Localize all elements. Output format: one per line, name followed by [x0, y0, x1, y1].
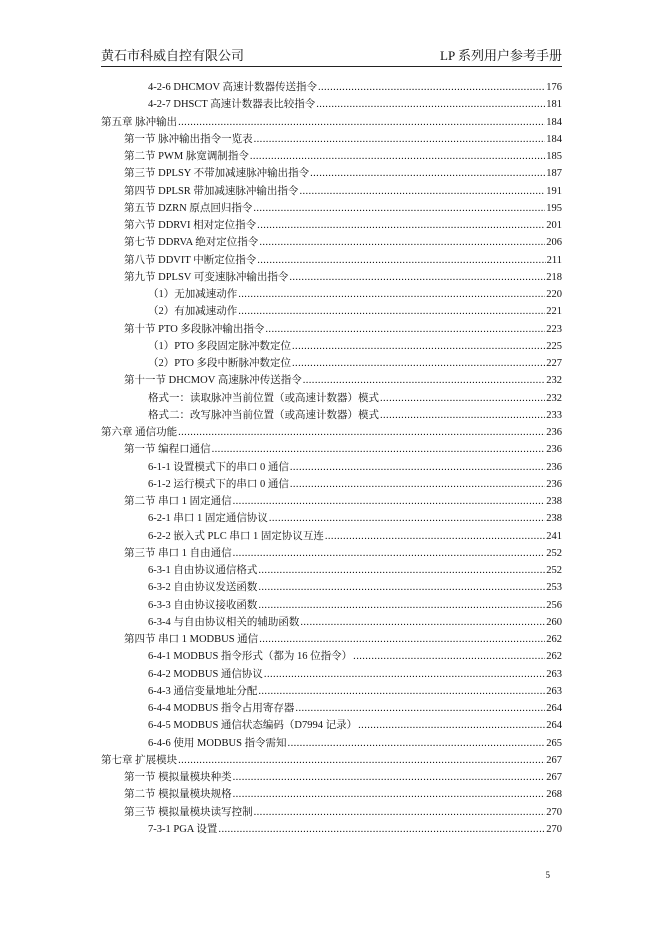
- toc-entry-page: 218: [546, 271, 562, 283]
- manual-title: LP 系列用户参考手册: [440, 48, 562, 63]
- toc-leader-dots: [257, 217, 545, 234]
- toc-entry-page: 262: [546, 651, 562, 663]
- toc-entry-page: 236: [546, 478, 562, 490]
- toc-entry-title: 6-1-1 设置模式下的串口 0 通信: [148, 461, 289, 473]
- toc-entry[interactable]: [124, 804, 562, 821]
- toc-entry[interactable]: [101, 114, 562, 131]
- toc-entry-title: 4-2-6 DHCMOV 高速计数器传送指令: [148, 82, 317, 93]
- toc-leader-dots: [325, 528, 545, 545]
- toc-entry-title: 6-3-1 自由协议通信格式: [148, 565, 258, 576]
- toc-leader-dots: [254, 131, 546, 148]
- toc-entry-title: 第六节 DDRVI 相对定位指令: [124, 220, 257, 231]
- toc-leader-dots: [178, 752, 545, 769]
- toc-entry-page: 227: [546, 358, 562, 369]
- toc-entry[interactable]: [148, 717, 562, 734]
- toc-entry[interactable]: [148, 96, 562, 113]
- toc-leader-dots: [318, 79, 545, 96]
- toc-leader-dots: [259, 234, 545, 251]
- toc-entry[interactable]: [124, 786, 562, 803]
- toc-leader-dots: [254, 804, 546, 821]
- toc-entry-page: 256: [546, 599, 562, 611]
- toc-entry-title: 6-1-2 运行模式下的串口 0 通信: [148, 478, 289, 490]
- toc-entry[interactable]: [124, 631, 562, 648]
- toc-entry-page: 233: [546, 409, 562, 421]
- toc-entry-page: 267: [546, 754, 562, 766]
- toc-entry-title: 6-2-2 嵌入式 PLC 串口 1 固定协议互连: [148, 530, 324, 542]
- toc-entry[interactable]: [124, 252, 562, 269]
- toc-entry-page: 211: [546, 254, 562, 266]
- toc-entry-page: 260: [546, 616, 562, 628]
- toc-entry-title: （2）PTO 多段中断脉冲数定位: [148, 358, 292, 369]
- toc-entry[interactable]: [148, 407, 562, 424]
- toc-entry-title: 第十节 PTO 多段脉冲输出指令: [124, 323, 265, 335]
- toc-entry-page: 191: [546, 185, 562, 197]
- toc-entry-page: 220: [546, 289, 562, 300]
- toc-entry[interactable]: [148, 735, 562, 752]
- toc-entry-title: 6-4-5 MODBUS 通信状态编码（D7994 记录）: [148, 720, 358, 732]
- toc-leader-dots: [178, 114, 545, 131]
- toc-entry-page: 268: [546, 789, 562, 801]
- toc-leader-dots: [233, 769, 546, 786]
- toc-entry[interactable]: [124, 200, 562, 217]
- toc-entry-page: 264: [546, 703, 562, 714]
- toc-leader-dots: [238, 303, 545, 320]
- toc-entry-title: 第二节 PWM 脉宽调制指令: [124, 151, 249, 162]
- toc-entry[interactable]: [124, 321, 562, 338]
- toc-leader-dots: [295, 700, 545, 717]
- toc-entry-title: 6-4-3 通信变量地址分配: [148, 685, 258, 697]
- toc-entry-page: 181: [546, 99, 562, 111]
- toc-leader-dots: [292, 338, 545, 355]
- toc-entry-title: 第四节 串口 1 MODBUS 通信: [124, 634, 259, 645]
- toc-entry-title: 4-2-7 DHSCT 高速计数器表比较指令: [148, 99, 316, 111]
- toc-entry-title: 第十一节 DHCMOV 高速脉冲传送指令: [124, 375, 302, 387]
- toc-entry-page: 263: [546, 685, 562, 697]
- toc-entry-page: 236: [546, 444, 562, 456]
- toc-entry[interactable]: [148, 648, 562, 665]
- toc-entry-page: 236: [546, 461, 562, 473]
- toc-entry[interactable]: [148, 528, 562, 545]
- toc-entry-page: 263: [546, 668, 562, 680]
- toc-leader-dots: [258, 597, 545, 614]
- toc-entry[interactable]: [148, 597, 562, 614]
- toc-entry[interactable]: [148, 459, 562, 476]
- toc-entry[interactable]: [124, 148, 562, 165]
- toc-entry-title: 格式二：改写脉冲当前位置（或高速计数器）模式: [148, 409, 379, 421]
- toc-entry-page: 265: [546, 737, 562, 749]
- toc-entry-title: 第三节 DPLSY 不带加减速脉冲输出指令: [124, 168, 310, 180]
- toc-leader-dots: [258, 562, 545, 579]
- toc-entry-title: 6-4-4 MODBUS 指令占用寄存器: [148, 703, 295, 714]
- toc-leader-dots: [290, 476, 545, 493]
- toc-entry-page: 187: [546, 168, 562, 180]
- toc-entry-page: 262: [546, 634, 562, 645]
- toc-entry[interactable]: [148, 390, 562, 407]
- toc-entry-page: 241: [546, 530, 562, 542]
- toc-entry[interactable]: [124, 165, 562, 182]
- toc-entry-page: 206: [546, 237, 562, 249]
- toc-entry-title: 第五节 DZRN 原点回归指令: [124, 202, 253, 214]
- toc-entry-page: 221: [546, 306, 562, 318]
- toc-entry-page: 252: [546, 547, 562, 559]
- toc-entry-title: 第七节 DDRVA 绝对定位指令: [124, 237, 259, 249]
- toc-leader-dots: [288, 735, 546, 752]
- toc-leader-dots: [303, 372, 546, 389]
- toc-entry-title: 第二节 模拟量模块规格: [124, 789, 232, 801]
- toc-entry[interactable]: [148, 510, 562, 527]
- toc-leader-dots: [316, 96, 545, 113]
- toc-leader-dots: [380, 407, 545, 424]
- toc-entry-title: 6-4-2 MODBUS 通信协议: [148, 668, 263, 680]
- toc-entry-title: 6-2-1 串口 1 固定通信协议: [148, 513, 268, 525]
- toc-leader-dots: [218, 821, 545, 838]
- toc-entry[interactable]: [124, 545, 562, 562]
- toc-entry-title: 第九节 DPLSV 可变速脉冲输出指令: [124, 271, 289, 283]
- toc-entry-title: 格式一：读取脉冲当前位置（或高速计数器）模式: [148, 392, 379, 404]
- toc-entry[interactable]: [124, 769, 562, 786]
- toc-entry-page: 185: [546, 151, 562, 162]
- toc-entry-title: 第二节 串口 1 固定通信: [124, 496, 232, 507]
- running-header: [101, 45, 562, 65]
- toc-leader-dots: [264, 666, 545, 683]
- toc-entry[interactable]: [148, 614, 562, 631]
- toc-entry-page: 201: [546, 220, 562, 231]
- toc-entry[interactable]: [148, 303, 562, 320]
- toc-entry-page: 252: [546, 565, 562, 576]
- toc-entry-page: 236: [546, 427, 562, 438]
- page-number: 5: [545, 870, 550, 880]
- toc-entry[interactable]: [124, 269, 562, 286]
- toc-entry-page: 253: [546, 582, 562, 594]
- company-name: 黄石市科威自控有限公司: [101, 48, 245, 63]
- toc-leader-dots: [265, 321, 545, 338]
- toc-leader-dots: [238, 286, 545, 303]
- toc-leader-dots: [269, 510, 545, 527]
- toc-entry[interactable]: [124, 131, 562, 148]
- toc-entry-title: 第一节 脉冲输出指令一览表: [124, 133, 253, 145]
- toc-entry[interactable]: [148, 338, 562, 355]
- toc-entry-page: 270: [546, 806, 562, 818]
- toc-entry-title: 第四节 DPLSR 带加减速脉冲输出指令: [124, 185, 299, 197]
- toc-entry-title: 7-3-1 PGA 设置: [148, 823, 218, 835]
- toc-leader-dots: [300, 614, 545, 631]
- toc-entry-page: 270: [546, 823, 562, 835]
- toc-entry-page: 267: [546, 772, 562, 783]
- toc-leader-dots: [178, 424, 545, 441]
- toc-entry[interactable]: [148, 355, 562, 372]
- toc-entry[interactable]: [148, 579, 562, 596]
- toc-entry[interactable]: [148, 562, 562, 579]
- toc-entry-page: 232: [546, 375, 562, 387]
- toc-entry-title: 第八节 DDVIT 中断定位指令: [124, 254, 257, 266]
- toc-entry-title: 第一节 模拟量模块种类: [124, 772, 232, 783]
- toc-entry-page: 238: [546, 513, 562, 525]
- toc-leader-dots: [353, 648, 545, 665]
- toc-leader-dots: [258, 683, 545, 700]
- toc-entry-title: （1）PTO 多段固定脉冲数定位: [148, 340, 292, 352]
- toc-entry[interactable]: [124, 217, 562, 234]
- toc-entry[interactable]: [124, 372, 562, 389]
- toc-entry[interactable]: [148, 700, 562, 717]
- toc-leader-dots: [257, 252, 545, 269]
- toc-leader-dots: [380, 390, 545, 407]
- toc-entry[interactable]: [148, 79, 562, 96]
- toc-entry[interactable]: [101, 752, 562, 769]
- toc-entry[interactable]: [101, 424, 562, 441]
- toc-entry-page: 225: [546, 340, 562, 352]
- toc-entry-title: 第三节 串口 1 自由通信: [124, 547, 232, 559]
- toc-entry-page: 195: [546, 202, 562, 214]
- toc-entry-title: （1）无加减速动作: [148, 289, 238, 300]
- header-divider: [101, 66, 562, 67]
- toc-entry-title: 第七章 扩展模块: [101, 754, 178, 766]
- toc-leader-dots: [292, 355, 545, 372]
- toc-leader-dots: [233, 786, 546, 803]
- toc-entry-page: 232: [546, 392, 562, 404]
- toc-entry[interactable]: [124, 183, 562, 200]
- toc-entry[interactable]: [148, 683, 562, 700]
- toc-entry-title: 6-3-3 自由协议接收函数: [148, 599, 258, 611]
- toc-leader-dots: [258, 579, 545, 596]
- toc-leader-dots: [310, 165, 545, 182]
- toc-leader-dots: [253, 200, 545, 217]
- toc-entry-title: （2）有加减速动作: [148, 306, 238, 318]
- toc-entry-title: 6-3-2 自由协议发送函数: [148, 582, 258, 594]
- toc-entry-title: 6-3-4 与自由协议相关的辅助函数: [148, 616, 300, 628]
- toc-entry[interactable]: [148, 666, 562, 683]
- toc-entry-title: 第五章 脉冲输出: [101, 116, 178, 128]
- toc-leader-dots: [259, 631, 545, 648]
- toc-entry[interactable]: [124, 493, 562, 510]
- toc-leader-dots: [299, 183, 545, 200]
- toc-entry-page: 238: [546, 496, 562, 507]
- toc-entry[interactable]: [124, 441, 562, 458]
- toc-entry-page: 184: [546, 116, 562, 128]
- toc-entry-title: 6-4-1 MODBUS 指令形式（都为 16 位指令）: [148, 651, 353, 663]
- toc-entry[interactable]: [148, 821, 562, 838]
- toc-leader-dots: [289, 269, 545, 286]
- toc-entry-title: 第六章 通信功能: [101, 427, 178, 438]
- toc-entry-title: 第三节 模拟量模块读写控制: [124, 806, 253, 818]
- toc-leader-dots: [233, 545, 546, 562]
- toc-entry-page: 223: [546, 323, 562, 335]
- toc-entry-title: 第一节 编程口通信: [124, 444, 211, 456]
- toc-leader-dots: [212, 441, 546, 458]
- toc-entry-title: 6-4-6 使用 MODBUS 指令需知: [148, 737, 287, 749]
- toc-leader-dots: [250, 148, 545, 165]
- toc-entry-page: 184: [546, 133, 562, 145]
- toc-leader-dots: [358, 717, 545, 734]
- toc-entry-page: 264: [546, 720, 562, 732]
- toc-leader-dots: [233, 493, 546, 510]
- toc-entry[interactable]: [124, 234, 562, 251]
- toc-entry[interactable]: [148, 476, 562, 493]
- toc-leader-dots: [290, 459, 545, 476]
- toc-entry[interactable]: [148, 286, 562, 303]
- toc-entry-page: 176: [546, 82, 562, 93]
